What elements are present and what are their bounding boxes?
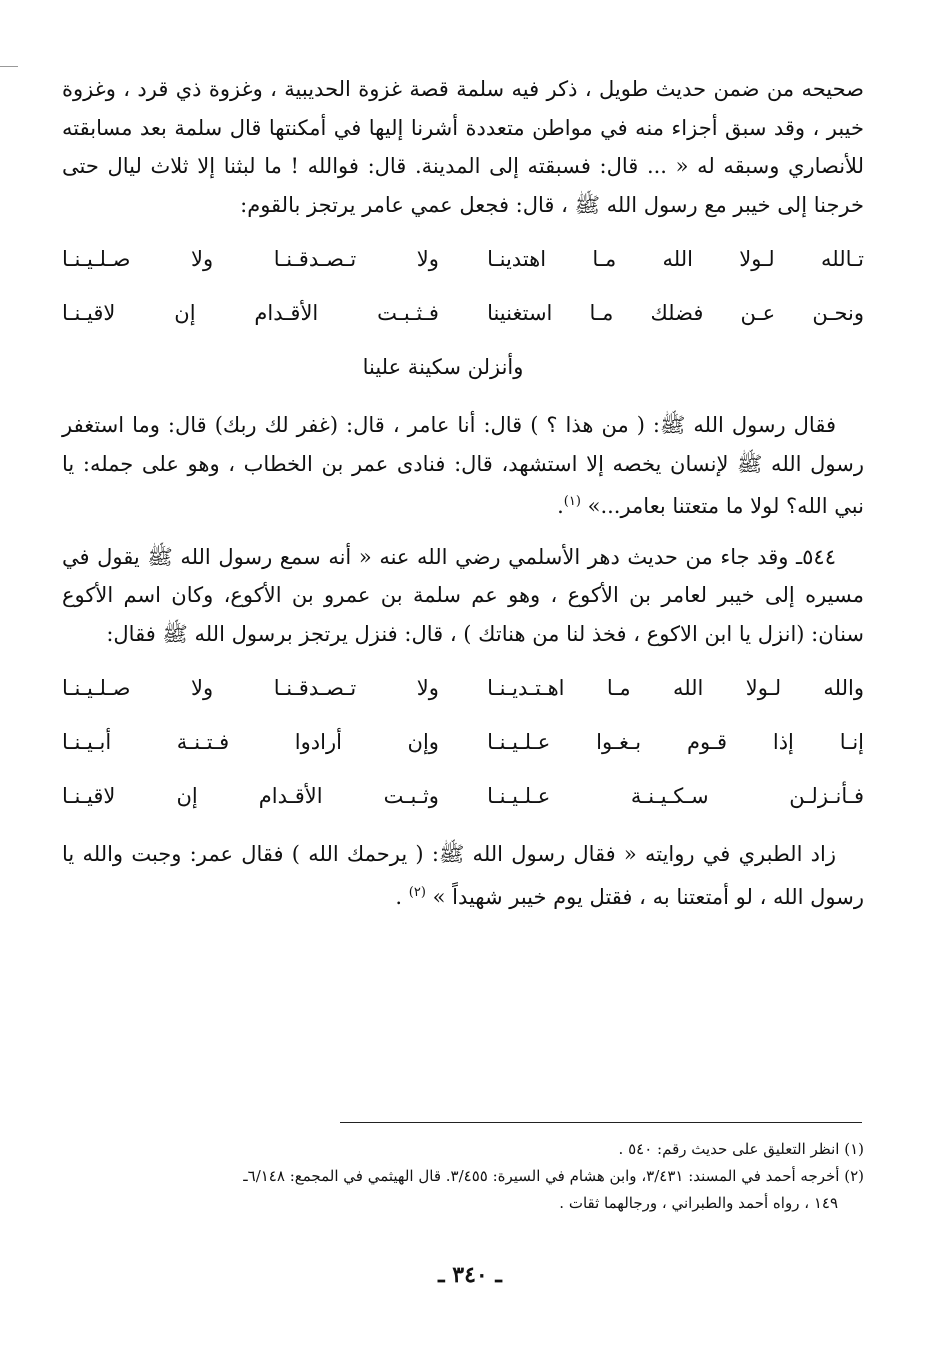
verse-first-hemistich: والله لـولا الله مـا اهـتـديـنـا — [487, 676, 864, 700]
scan-edge-mark — [0, 66, 18, 67]
verse-second-hemistich: ولا تـصـدقـنـا ولا صـلـيـنـا — [62, 676, 439, 700]
hadith-text: ٥٤٤ـ وقد جاء من حديث دهر الأسلمي رضي الله عنه « أنه سمع رسول الله — [180, 544, 836, 569]
page-number: ـ ٣٤٠ ـ — [438, 1262, 502, 1288]
paragraph-2 — [62, 406, 864, 526]
text-line: ﷺ ، قال: فجعل عمي عامر يرتجز بالقوم: — [240, 192, 600, 217]
verse-second-hemistich: وإن أرادوا فـتـنـة أبـيـنـا — [62, 730, 439, 754]
paragraph-1 — [62, 70, 864, 224]
verse-second-hemistich: ولا تـصـدقـنـا ولا صـلـيـنـا — [62, 247, 439, 271]
text-line: صحيحه من ضمن حديث طويل ، ذكر فيه سلمة قصة غزوة الحديبية ، وغزوة ذي — [175, 77, 864, 101]
text-line: فقال رسول الله ﷺ: ( من هذا ؟ ) قال: أنا عامر ، قال: (غفر لك ربك) — [214, 413, 836, 437]
verse-second-hemistich: فـثـبـت الأقـدام إن لاقيـنـا — [62, 301, 439, 325]
poem-verse — [62, 232, 864, 286]
verse-first-hemistich: إنـا إذا قـوم بـغـوا عـلـيـنـا — [487, 730, 864, 754]
footnotes — [64, 1136, 864, 1217]
text-line: قال: وما استغفر رسول الله ﷺ لإنسان يخصه إلا استشهد، قال: فنادى عمر بن — [62, 413, 864, 476]
paragraph-4 — [62, 835, 864, 916]
text-line: قرد ، وغزوة خيبر ، وقد سبق أجزاء منه في مواطن متعددة أشرنا إليها في — [62, 77, 864, 140]
footnote-ref-1[interactable]: (١) — [563, 494, 581, 509]
text-line: قال: فنزل يرتجز برسول الله ﷺ فقال: — [106, 621, 444, 646]
poem-verse — [62, 286, 864, 340]
text-line: الأكوع، وكان اسم الأكوع سنان: (انزل يا ابن الاكوع ، فخذ لنا من هناتك ) ، — [62, 583, 864, 646]
poem-1 — [62, 232, 864, 394]
sentence-end: . — [557, 494, 564, 518]
footnote-2: (٢) أخرجه أحمد في المسند: ٣/٤٣١، وابن هشام في السيرة: ٣/٤٥٥. قال الهيثمي في المجمع: ٦/١٤٨ـ — [243, 1167, 864, 1185]
footnote-ref-2[interactable]: (٢) — [408, 884, 426, 900]
text-line: زاد الطبري في روايته « فقال رسول الله ﷺ: ( يرحمك الله ) فقال عمر: — [189, 842, 836, 866]
text-line: أمكنتها قال سلمة بعد مسابقته للأنصاري وسبقه له « ... قال: فسبقته إلى — [62, 115, 864, 178]
poem-single-line: وأنزلن سكينة علينا — [362, 355, 524, 379]
verse-first-hemistich: فـأنـزلـن سـكـيـنـة عـلـيـنـا — [487, 784, 864, 808]
text-line: الخطاب ، وهو على جمله: يا نبي الله؟ لولا ما متعتنا بعامر...» — [62, 451, 864, 518]
sentence-end: . — [395, 884, 403, 909]
poem-verse — [62, 769, 864, 823]
text-line: المدينة. قال: فوالله ! ما لبثنا إلا ثلاث ليال حتى خرجنا إلى خيبر مع رسول الله — [62, 154, 864, 217]
main-text — [62, 70, 864, 916]
footnote-1: (١) انظر التعليق على حديث رقم: ٥٤٠ . — [618, 1140, 864, 1158]
poem-verse — [62, 715, 864, 769]
verse-first-hemistich: ونحـن عـن فضلك مـا استغنينا — [487, 301, 864, 325]
poem-verse — [62, 661, 864, 715]
footnote-separator — [340, 1122, 862, 1123]
poem-2 — [62, 661, 864, 823]
verse-second-hemistich: وثـبـت الأقـدام إن لاقيـنـا — [62, 784, 439, 808]
paragraph-3 — [62, 538, 864, 654]
verse-first-hemistich: تـالله لـولا الله مـا اهتدينـا — [487, 247, 864, 271]
footnote-2-continuation: ١٤٩ ، رواه أحمد والطبراني ، ورجالهما ثقات . — [559, 1194, 838, 1212]
text-line: ﷺ يقول في مسيره إلى خيبر لعامر بن الأكوع ، وهو عم سلمة بن عمرو بن — [62, 544, 864, 607]
text-line: وجبت والله يا رسول الله ، لو أمتعتنا به ، فقتل يوم خيبر شهيداً » — [62, 842, 864, 909]
